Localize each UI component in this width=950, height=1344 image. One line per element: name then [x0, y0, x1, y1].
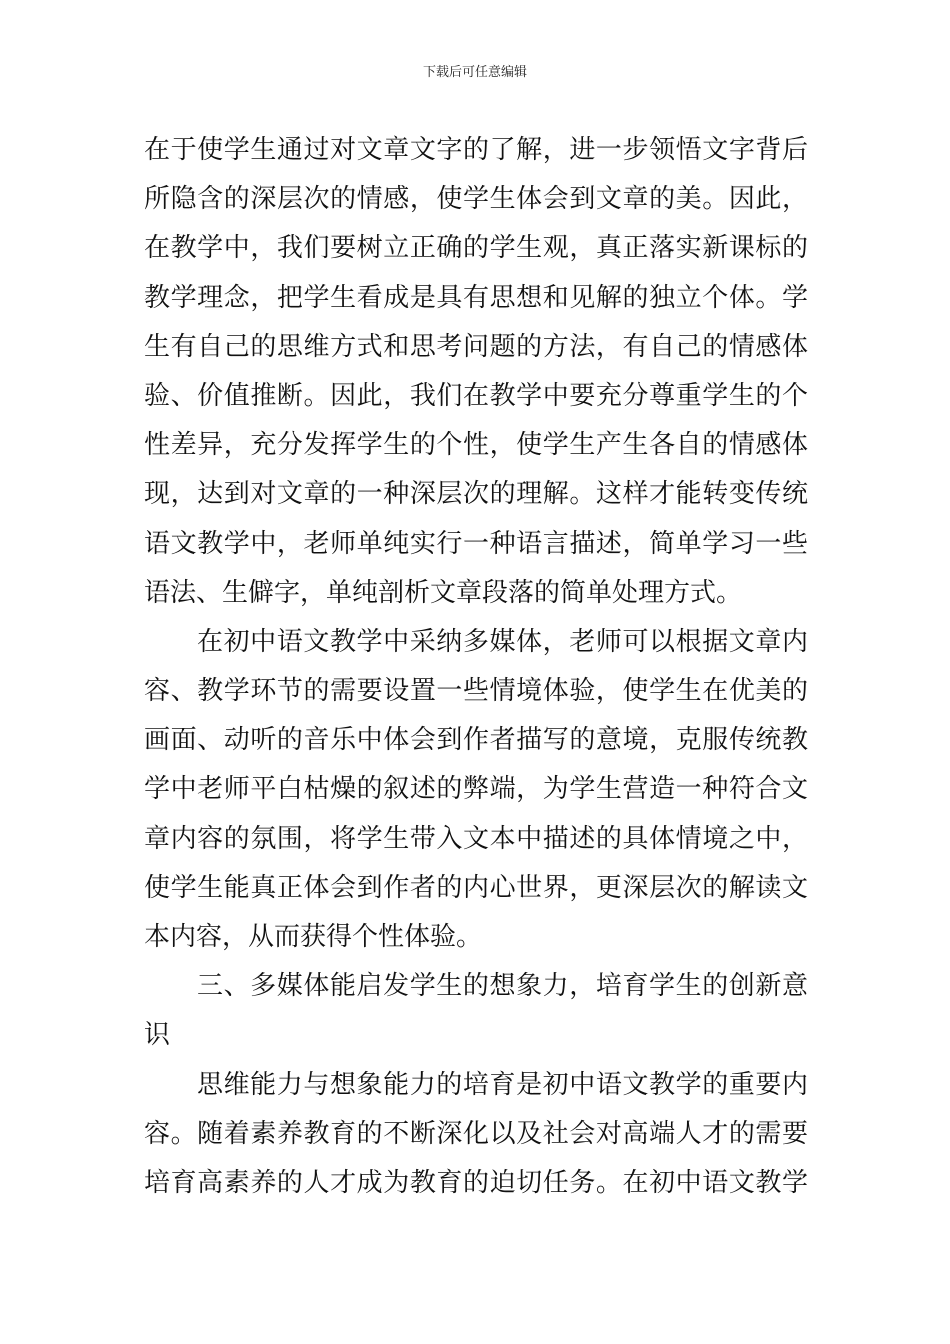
- text-line: 画面、动听的音乐中体会到作者描写的意境，克服传统教: [144, 725, 808, 756]
- paragraph-first-line: 在初中语文教学中采纳多媒体，老师可以根据文章内: [197, 626, 808, 657]
- text-line: 语法、生僻字，单纯剖析文章段落的简单处理方式。: [144, 577, 743, 608]
- text-line: 验、价值推断。因此，我们在教学中要充分尊重学生的个: [144, 380, 808, 411]
- text-line: 在教学中，我们要树立正确的学生观，真正落实新课标的: [144, 233, 808, 264]
- text-line: 生有自己的思维方式和思考问题的方法，有自己的情感体: [144, 331, 808, 362]
- text-line: 在于使学生通过对文章文字的了解，进一步领悟文字背后: [144, 135, 808, 165]
- section-heading-line: 识: [144, 1020, 171, 1051]
- body-text: [144, 126, 808, 1208]
- text-line: 容。随着素养教育的不断深化以及社会对高端人才的需要: [144, 1118, 808, 1149]
- paragraph-first-line: 思维能力与想象能力的培育是初中语文教学的重要内: [197, 1069, 808, 1100]
- section-heading-line: 三、多媒体能启发学生的想象力，培育学生的创新意: [197, 971, 808, 1002]
- text-line: 使学生能真正体会到作者的内心世界，更深层次的解读文: [144, 872, 808, 903]
- text-line: 学中老师平白枯燥的叙述的弊端，为学生营造一种符合文: [144, 774, 808, 805]
- text-line: 现，达到对文章的一种深层次的理解。这样才能转变传统: [144, 479, 808, 510]
- text-line: 容、教学环节的需要设置一些情境体验，使学生在优美的: [144, 676, 808, 707]
- text-line: 章内容的氛围，将学生带入文本中描述的具体情境之中，: [144, 823, 808, 854]
- text-line: 本内容，从而获得个性体验。: [144, 922, 483, 952]
- text-line: 教学理念，把学生看成是具有思想和见解的独立个体。学: [144, 282, 808, 313]
- page-header: 下载后可任意编辑: [422, 65, 527, 80]
- text-line: 培育高素养的人才成为教育的迫切任务。在初中语文教学: [144, 1167, 808, 1198]
- text-line: 语文教学中，老师单纯实行一种语言描述，简单学习一些: [144, 528, 808, 559]
- text-line: 所隐含的深层次的情感，使学生体会到文章的美。因此，: [144, 184, 808, 215]
- text-line: 性差异，充分发挥学生的个性，使学生产生各自的情感体: [144, 430, 808, 461]
